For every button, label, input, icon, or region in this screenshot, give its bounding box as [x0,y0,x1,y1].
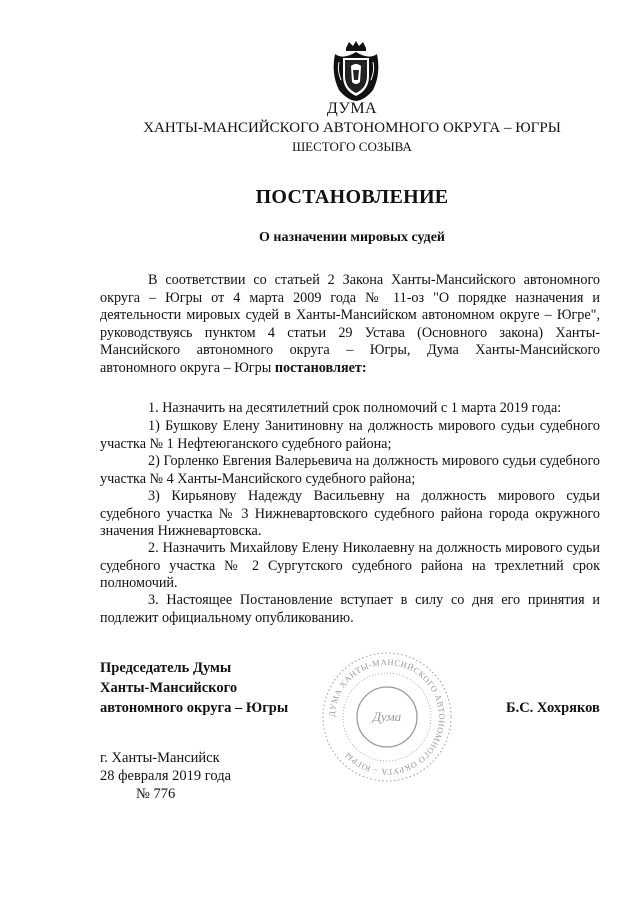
document-date: 28 февраля 2019 года [100,768,232,784]
paragraph-2: 2. Назначить Михайлову Елену Николаевну на должность мирового судьи судебного участка № 2 Сургутского судебного района на трехлетний срок полномочий. [100,540,600,592]
coat-of-arms-emblem-icon [329,40,383,102]
preamble-paragraph [100,272,600,378]
svg-text:Дума: Дума [372,709,402,724]
signatory-position-line-1: Председатель Думы [100,660,232,676]
paragraph-1-item-3: 3) Кирьянову Надежду Васильевну на должность мирового судьи судебного участка № 3 Нижневартовского судебного района города окружного значения Нижневартовска. [100,488,600,540]
svg-text:ДУМА ХАНТЫ-МАНСИЙСКОГО АВТОНОМ: ДУМА ХАНТЫ-МАНСИЙСКОГО АВТОНОМНОГО ОКРУГА – ЮГРЫ [326,656,448,778]
signatory-position-line-3: автономного округа – Югры [100,700,289,716]
document-place: г. Ханты-Мансийск [100,750,220,766]
signatory-position-line-2: Ханты-Мансийского [100,680,238,696]
signatory-name: Б.С. Хохряков [506,700,600,716]
organization-title: ДУМА [326,100,378,117]
official-seal-stamp [318,648,456,786]
preamble-resolves: постановляет: [274,359,367,376]
document-subject: О назначении мировых судей [259,230,445,245]
document-type-heading: ПОСТАНОВЛЕНИЕ [255,186,449,208]
preamble-text: В соответствии со статьей 2 Закона Ханты-Мансийского автономного округа – Югры от 4 марта 2009 года № 11-оз "О порядке назначения и деятельности мировых судей в Ханты-Мансийском автономном округе – Югре", руководствуясь пунктом 4 статьи 29 Устава (Основного закона) Ханты-Мансийского автономного округа – Югры, Дума Ханты-Мансийского автономного округа – Югры [100,272,600,376]
okrug-title: ХАНТЫ-МАНСИЙСКОГО АВТОНОМНОГО ОКРУГА – ЮГРЫ [143,120,561,136]
paragraph-1-item-1: 1) Бушкову Елену Занитиновну на должность мирового судьи судебного участка № 1 Нефтеюганского судебного района; [100,418,600,452]
convocation-title: ШЕСТОГО СОЗЫВА [292,139,412,154]
paragraph-1-item-2: 2) Горленко Евгения Валерьевича на должность мирового судьи судебного участка № 4 Ханты-Мансийского судебного района; [100,453,600,487]
paragraph-3: 3. Настоящее Постановление вступает в силу со дня его принятия и подлежит официальному опубликованию. [100,592,600,626]
document-number: № 776 [136,786,176,802]
paragraph-1: 1. Назначить на десятилетний срок полномочий с 1 марта 2019 года: [148,400,562,416]
